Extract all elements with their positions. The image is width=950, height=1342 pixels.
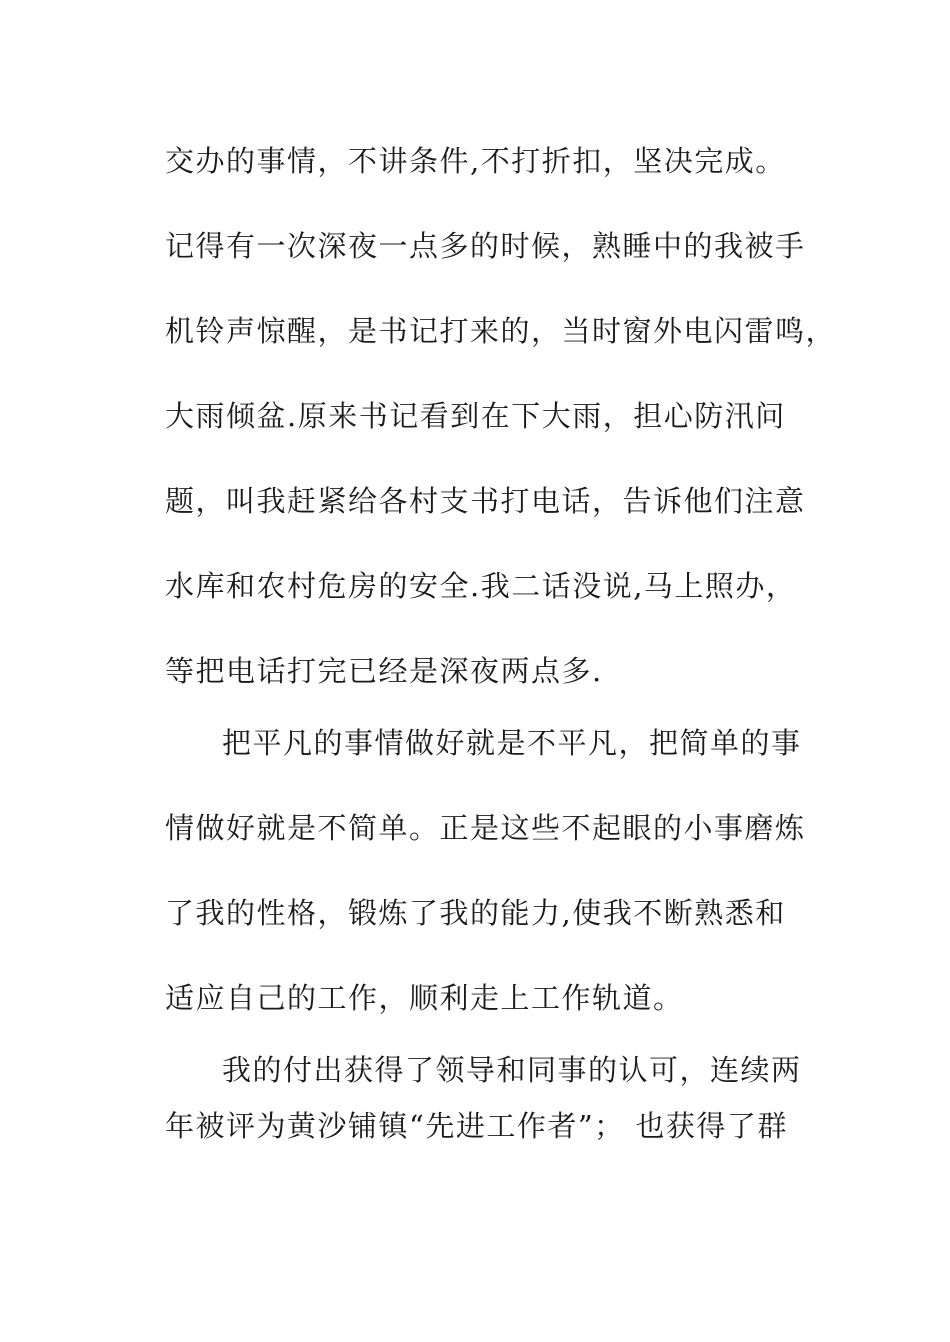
text-line: 适应自己的工作，顺利走上工作轨道。 xyxy=(165,981,684,1015)
text-line: 等把电话打完已经是深夜两点多. xyxy=(165,654,603,688)
paragraph-first-line: 我的付出获得了领导和同事的认可，连续两 xyxy=(222,1053,802,1087)
text-line: 机铃声惊醒，是书记打来的，当时窗外电闪雷鸣， xyxy=(165,314,837,348)
text-line: 记得有一次深夜一点多的时候，熟睡中的我被手 xyxy=(165,229,806,263)
text-line: 大雨倾盆.原来书记看到在下大雨，担心防汛问 xyxy=(165,399,786,433)
text-line: 题，叫我赶紧给各村支书打电话，告诉他们注意 xyxy=(165,484,806,518)
paragraph-first-line: 把平凡的事情做好就是不平凡，把简单的事 xyxy=(222,726,802,760)
text-line: 年被评为黄沙铺镇“先进工作者”； 也获得了群 xyxy=(165,1109,788,1143)
text-line: 水库和农村危房的安全.我二话没说,马上照办， xyxy=(165,569,797,603)
text-line: 了我的性格，锻炼了我的能力,使我不断熟悉和 xyxy=(165,896,786,930)
text-line: 交办的事情，不讲条件,不打折扣，坚决完成。 xyxy=(165,144,786,178)
text-line: 情做好就是不简单。正是这些不起眼的小事磨炼 xyxy=(165,811,806,845)
